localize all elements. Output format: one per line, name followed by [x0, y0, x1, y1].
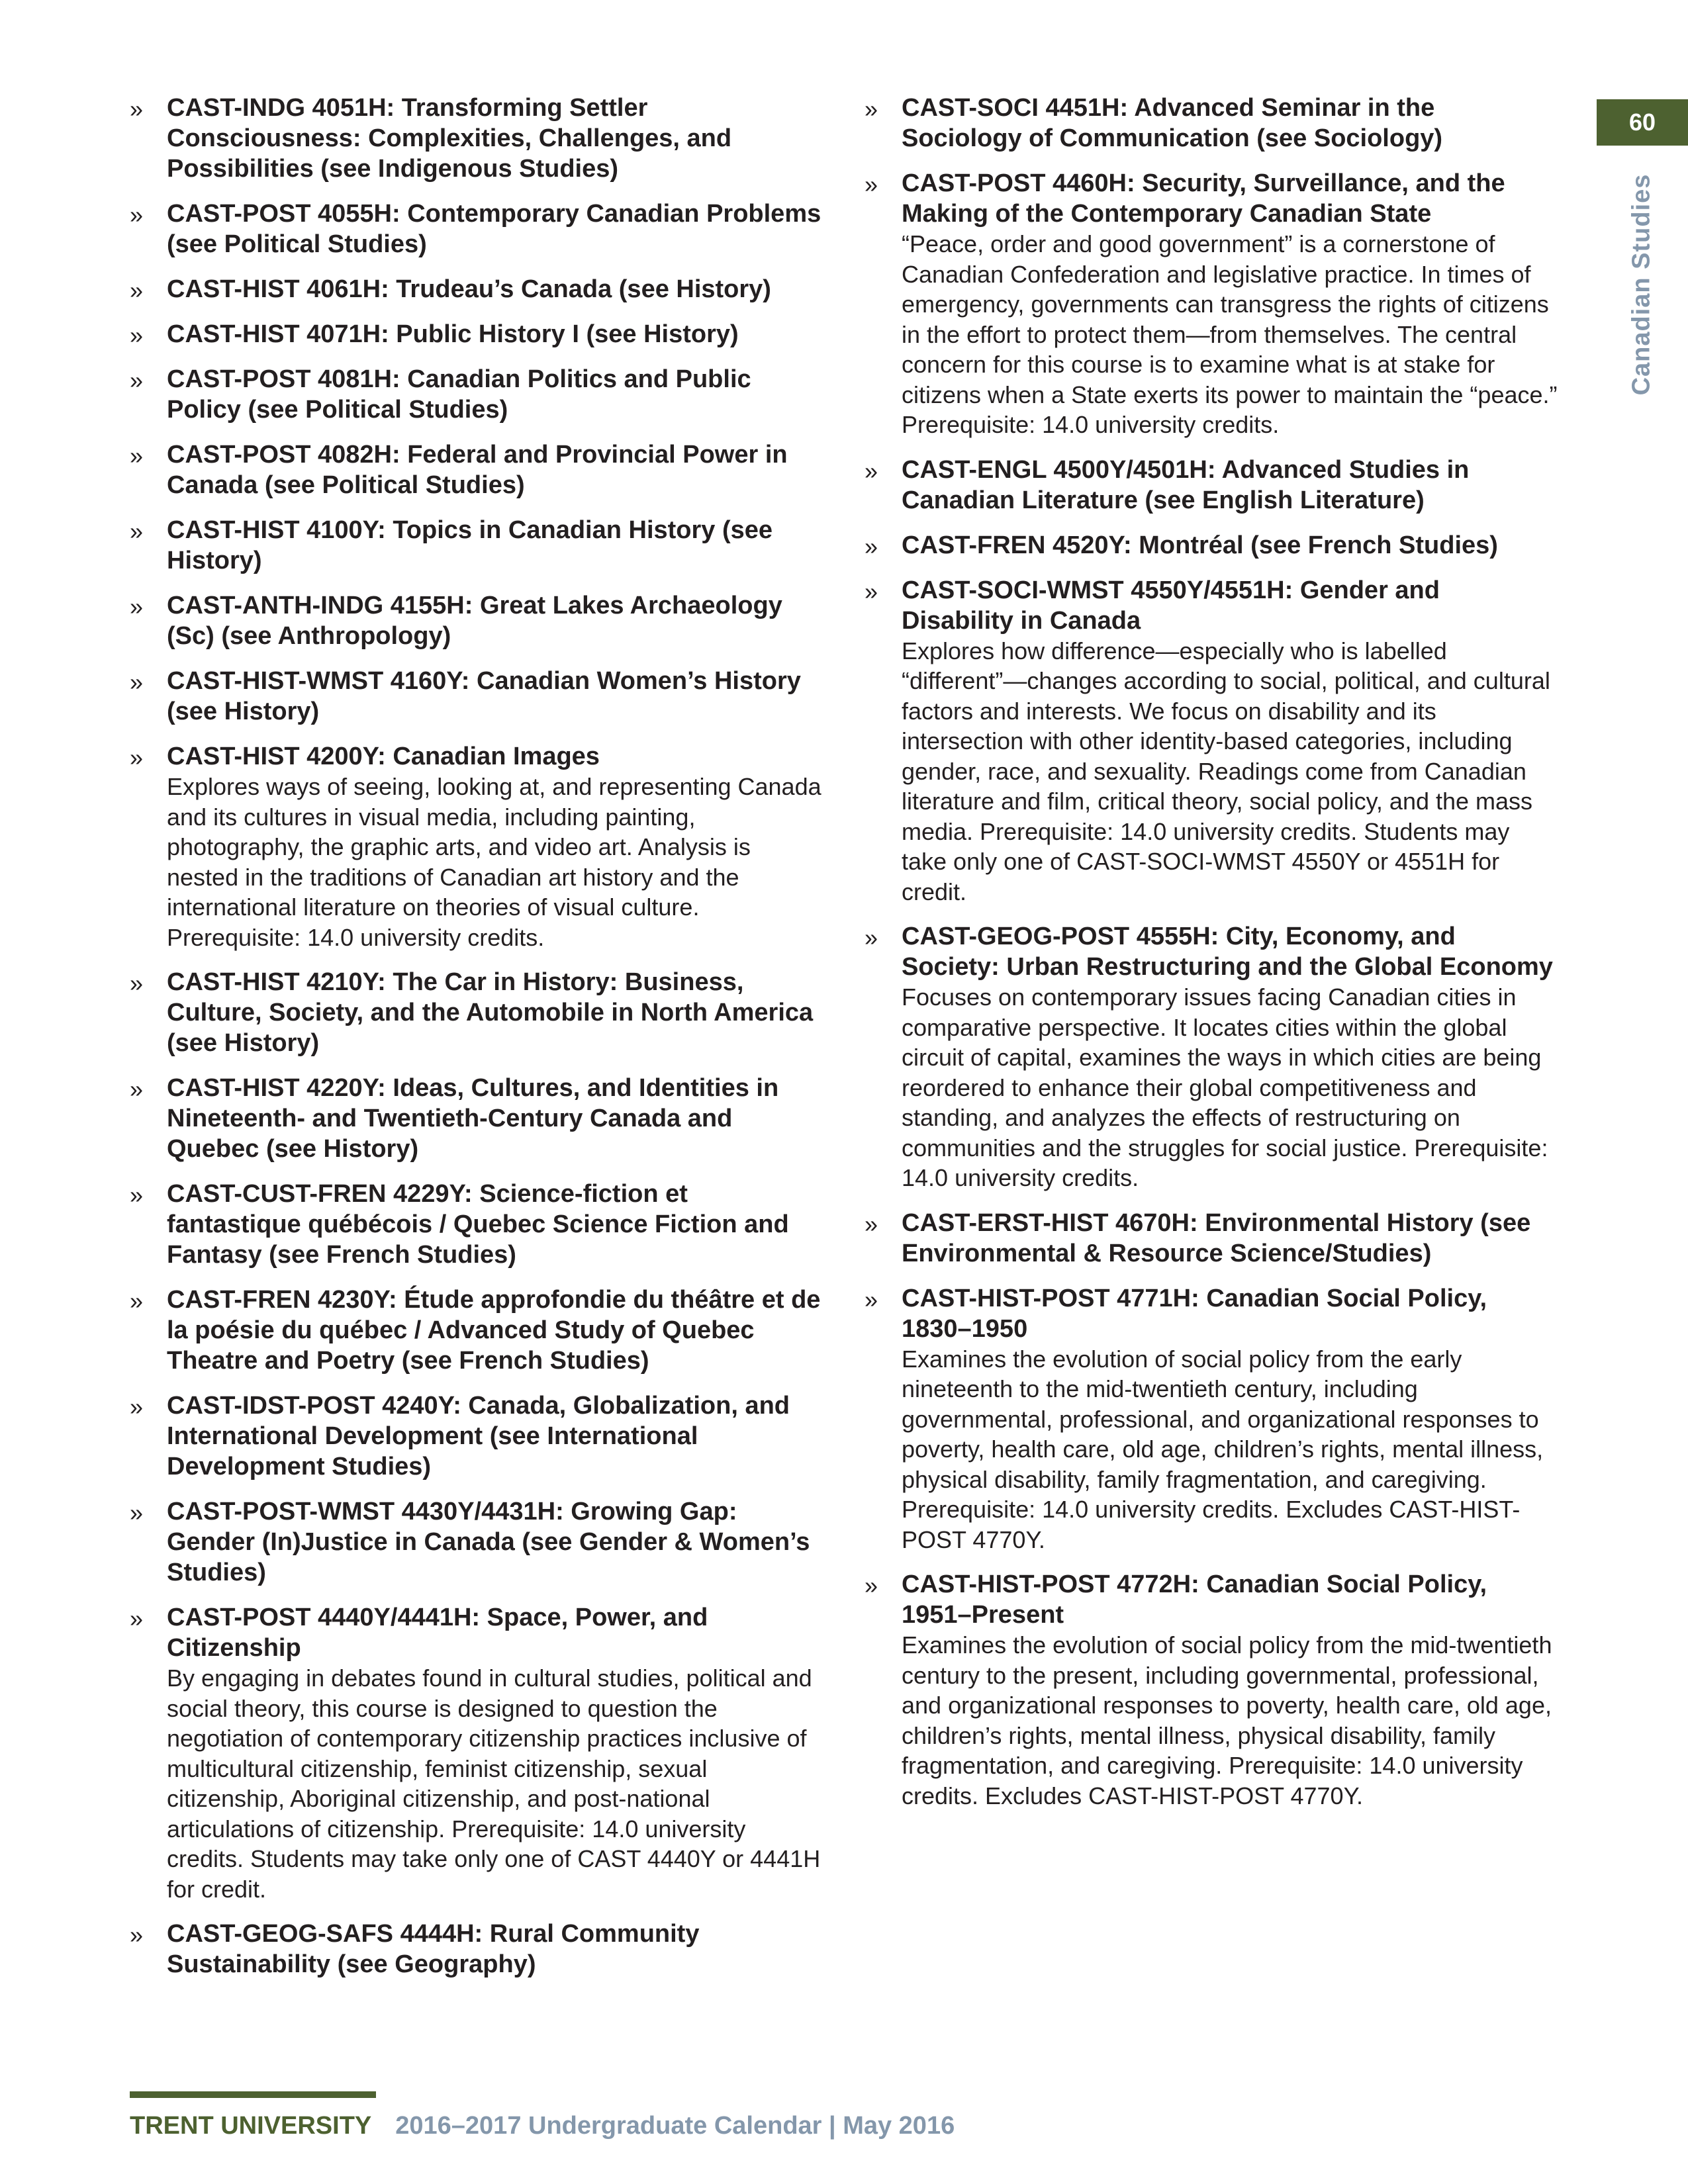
- footer: [130, 2109, 955, 2142]
- course-description: Examines the evolution of social policy from the mid-twentieth century to the present, including governmental, professional, and organizational responses to poverty, health care, old age, children’s rights, mental illness, physical disability, family fragmentation, and caregiving. Prerequisite: 14.0 university credits. Excludes CAST-HIST-POST 4770Y.: [902, 1631, 1552, 1809]
- bullet-marker: »: [130, 1605, 144, 1632]
- course-title: CAST-HIST 4071H: Public History I (see History): [167, 320, 739, 348]
- bullet-marker: »: [130, 1393, 144, 1420]
- course-title: CAST-HIST-WMST 4160Y: Canadian Women’s History (see History): [167, 667, 801, 725]
- course-title: CAST-POST 4081H: Canadian Politics and Public Policy (see Political Studies): [167, 365, 751, 424]
- bullet-marker: »: [130, 442, 144, 469]
- left-column: [130, 93, 825, 1994]
- bullet-marker: »: [130, 1181, 144, 1208]
- course-title: CAST-HIST 4100Y: Topics in Canadian History (see History): [167, 516, 773, 574]
- course-title: CAST-FREN 4520Y: Montréal (see French Studies): [902, 531, 1498, 559]
- course-entry: [130, 666, 825, 727]
- course-entry: [130, 1390, 825, 1482]
- bullet-marker: »: [865, 532, 878, 560]
- course-title: CAST-INDG 4051H: Transforming Settler Consciousness: Complexities, Challenges, and Possibilities (see Indigenous Studies): [167, 94, 732, 183]
- course-entry: [130, 364, 825, 425]
- course-entry: [130, 439, 825, 500]
- footer-university: TRENT UNIVERSITY: [130, 2112, 372, 2140]
- bullet-marker: »: [130, 1287, 144, 1314]
- bullet-marker: »: [130, 367, 144, 394]
- course-title: CAST-ERST-HIST 4670H: Environmental History (see Environmental & Resource Science/Studies): [902, 1208, 1531, 1267]
- course-description: Focuses on contemporary issues facing Canadian cities in comparative perspective. It locates cities within the global circuit of capital, examines the ways in which cities are being reordered to enhance their global competitiveness and standing, and analyzes the effects of restructuring on communities and the struggles for social justice. Prerequisite: 14.0 university credits.: [902, 983, 1548, 1191]
- bullet-marker: »: [865, 1572, 878, 1599]
- course-entry: [130, 93, 825, 184]
- bullet-marker: »: [130, 1075, 144, 1103]
- course-title: CAST-POST 4055H: Contemporary Canadian Problems (see Political Studies): [167, 200, 821, 258]
- course-title: CAST-GEOG-POST 4555H: City, Economy, and Society: Urban Restructuring and the Global Economy: [902, 923, 1553, 981]
- bullet-marker: »: [865, 95, 878, 122]
- course-title: CAST-HIST 4220Y: Ideas, Cultures, and Identities in Nineteenth- and Twentieth-Century Canada and Quebec (see History): [167, 1074, 779, 1163]
- course-entry: [130, 199, 825, 259]
- course-title: CAST-HIST 4061H: Trudeau’s Canada (see History): [167, 275, 771, 303]
- course-title: CAST-HIST-POST 4771H: Canadian Social Policy, 1830–1950: [902, 1284, 1487, 1343]
- bullet-marker: »: [130, 201, 144, 228]
- footer-calendar: 2016–2017 Undergraduate Calendar | May 2016: [395, 2112, 955, 2140]
- course-description: Examines the evolution of social policy from the early nineteenth to the mid-twentieth century, including governmental, professional, and organizational responses to poverty, health care, old age, children’s rights, mental illness, physical disability, family fragmentation, and caregiving. Prerequisite: 14.0 university credits. Excludes CAST-HIST-POST 4770Y.: [902, 1345, 1544, 1553]
- course-title: CAST-GEOG-SAFS 4444H: Rural Community Sustainability (see Geography): [167, 1920, 700, 1978]
- course-entry: [130, 274, 825, 304]
- course-entry: [865, 1208, 1558, 1269]
- course-entry: [865, 1283, 1558, 1555]
- course-entry: [865, 168, 1558, 440]
- course-description: “Peace, order and good government” is a cornerstone of Canadian Confederation and legislative practice. In times of emergency, governments can transgress the rights of citizens in the effort to protect them—from themselves. The central concern for this course is to examine what is at stake for citizens when a State exerts its power to maintain the “peace.” Prerequisite: 14.0 university credits.: [902, 230, 1558, 438]
- bullet-marker: »: [130, 95, 144, 122]
- course-entry: [130, 967, 825, 1058]
- bullet-marker: »: [130, 518, 144, 545]
- course-entry: [130, 515, 825, 576]
- bullet-marker: »: [865, 457, 878, 484]
- course-title: CAST-HIST-POST 4772H: Canadian Social Policy, 1951–Present: [902, 1570, 1487, 1629]
- bullet-marker: »: [130, 668, 144, 696]
- bullet-marker: »: [130, 322, 144, 349]
- course-description: Explores how difference—especially who is labelled “different”—changes according to social, political, and cultural factors and interests. We focus on disability and its intersection with other identity-based categories, including gender, race, and sexuality. Readings come from Canadian literature and film, critical theory, social policy, and the mass media. Prerequisite: 14.0 university credits. Students may take only one of CAST-SOCI-WMST 4550Y or 4551H for credit.: [902, 637, 1550, 905]
- course-title: CAST-IDST-POST 4240Y: Canada, Globalization, and International Development (see International Development Studies): [167, 1392, 790, 1480]
- course-entry: [130, 1496, 825, 1588]
- section-title: Canadian Studies: [1627, 173, 1656, 396]
- course-title: CAST-POST-WMST 4430Y/4431H: Growing Gap: Gender (In)Justice in Canada (see Gender & Women’s Studies): [167, 1498, 810, 1586]
- bullet-marker: »: [130, 277, 144, 304]
- course-title: CAST-SOCI 4451H: Advanced Seminar in the Sociology of Communication (see Sociology): [902, 94, 1443, 152]
- course-entry: [130, 1602, 825, 1904]
- course-entry: [130, 1179, 825, 1270]
- footer-divider: [130, 2091, 376, 2098]
- course-title: CAST-HIST 4210Y: The Car in History: Business, Culture, Society, and the Automobile in North America (see History): [167, 968, 814, 1057]
- bullet-marker: »: [130, 593, 144, 620]
- course-entry: [130, 1919, 825, 1979]
- course-entry: [865, 1569, 1558, 1811]
- course-entry: [865, 530, 1558, 561]
- course-entry: [865, 455, 1558, 516]
- course-title: CAST-HIST 4200Y: Canadian Images: [167, 743, 600, 770]
- course-title: CAST-SOCI-WMST 4550Y/4551H: Gender and Disability in Canada: [902, 576, 1440, 635]
- bullet-marker: »: [865, 924, 878, 951]
- bullet-marker: »: [865, 171, 878, 198]
- course-entry: [865, 93, 1558, 154]
- page-number: 60: [1597, 99, 1688, 146]
- course-title: CAST-POST 4082H: Federal and Provincial Power in Canada (see Political Studies): [167, 441, 788, 499]
- course-entry: [865, 921, 1558, 1193]
- course-entry: [130, 1073, 825, 1164]
- bullet-marker: »: [130, 1499, 144, 1526]
- bullet-marker: »: [865, 1210, 878, 1238]
- course-title: CAST-CUST-FREN 4229Y: Science-fiction et fantastique québécois / Quebec Science Fiction and Fantasy (see French Studies): [167, 1180, 789, 1269]
- right-column: [865, 93, 1558, 1825]
- side-section-tab: [1615, 165, 1668, 404]
- bullet-marker: »: [865, 577, 878, 605]
- bullet-marker: »: [130, 1921, 144, 1948]
- course-description: By engaging in debates found in cultural studies, political and social theory, this course is designed to question the negotiation of contemporary citizenship practices inclusive of multicultural citizenship, feminist citizenship, sexual citizenship, Aboriginal citizenship, and post-national articulations of citizenship. Prerequisite: 14.0 university credits. Students may take only one of CAST 4440Y or 4441H for credit.: [167, 1664, 821, 1903]
- course-entry: [130, 741, 825, 952]
- course-title: CAST-FREN 4230Y: Étude approfondie du théâtre et de la poésie du québec / Advanced Study of Quebec Theatre and Poetry (see French Studies): [167, 1286, 821, 1375]
- course-title: CAST-ANTH-INDG 4155H: Great Lakes Archaeology (Sc) (see Anthropology): [167, 592, 782, 650]
- course-entry: [130, 590, 825, 651]
- bullet-marker: »: [130, 744, 144, 771]
- course-entry: [130, 1285, 825, 1376]
- course-title: CAST-POST 4460H: Security, Surveillance, and the Making of the Contemporary Canadian State: [902, 169, 1505, 228]
- course-entry: [865, 575, 1558, 907]
- course-title: CAST-POST 4440Y/4441H: Space, Power, and Citizenship: [167, 1604, 708, 1662]
- course-title: CAST-ENGL 4500Y/4501H: Advanced Studies in Canadian Literature (see English Literature): [902, 455, 1470, 514]
- bullet-marker: »: [130, 970, 144, 997]
- course-entry: [130, 319, 825, 349]
- course-description: Explores ways of seeing, looking at, and representing Canada and its cultures in visual media, including painting, photography, the graphic arts, and video art. Analysis is nested in the traditions of Canadian art history and the international literature on theories of visual culture. Prerequisite: 14.0 university credits.: [167, 773, 821, 951]
- bullet-marker: »: [865, 1285, 878, 1313]
